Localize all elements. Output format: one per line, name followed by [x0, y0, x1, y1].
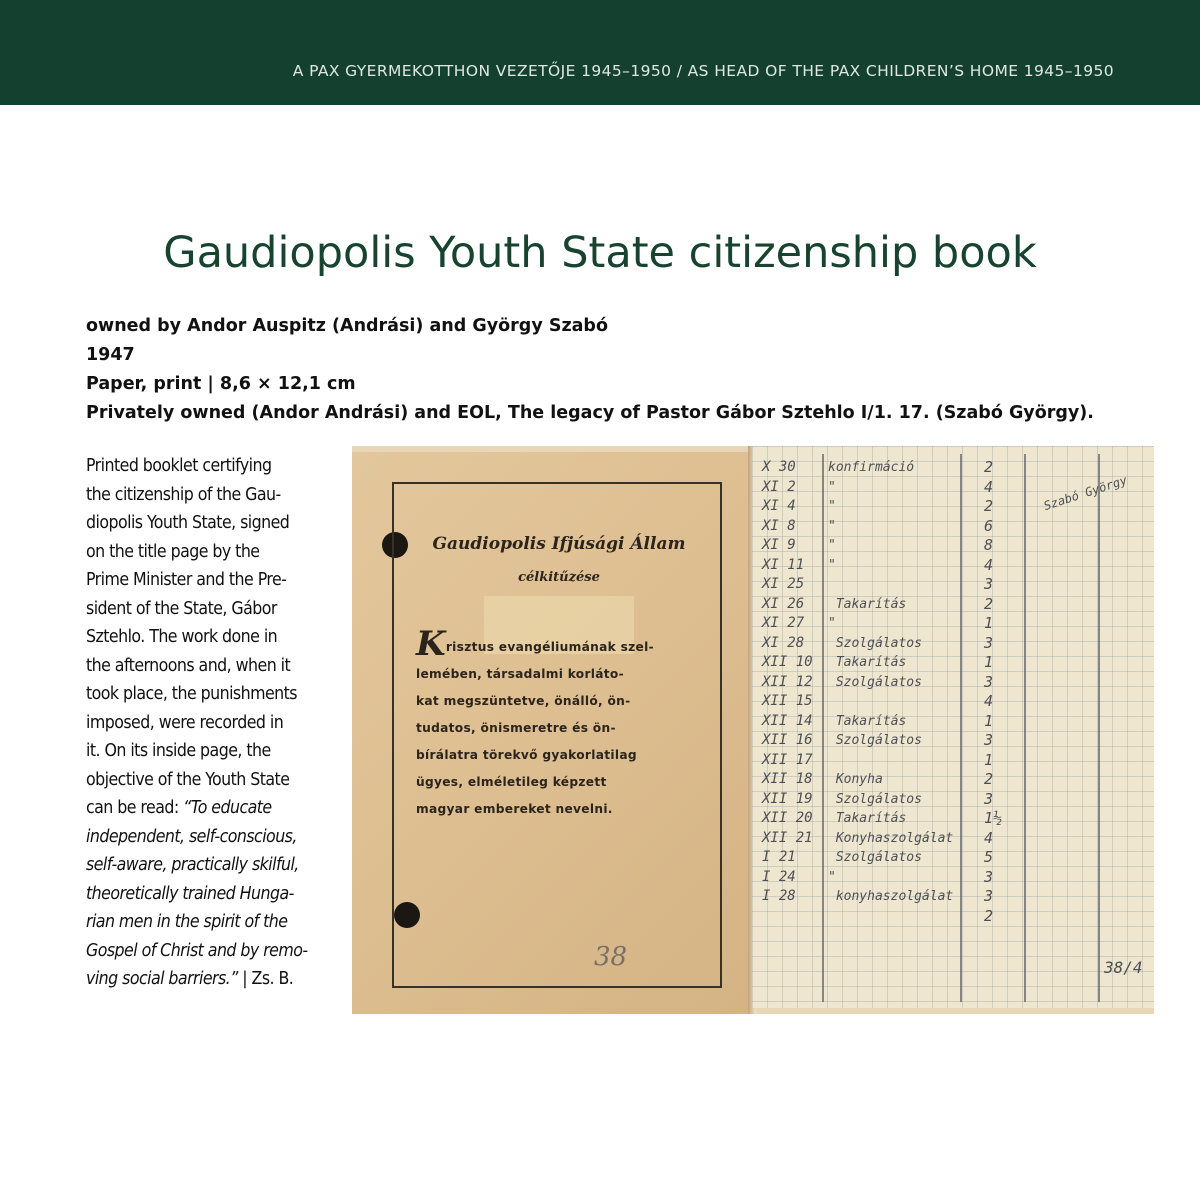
log-dates-text: X 30 XI 2 XI 4 XI 8 XI 9 XI 11 XI 25 XI 26 XI 27 XI 28 XII 10 XII 12 XII 15 XII 14 XII 16 XII 17 XII 18 XII 19 XII 20 XII 21 I 21 I 24 I 28: [762, 459, 813, 904]
quote-text: ving social barriers.”: [86, 969, 238, 989]
log-notes-text: konfirmáció " " " " " Takarítás " Szolgálatos Takarítás Szolgálatos Takarítás Szolgálatos Konyha Szolgálatos Takarítás Konyhaszolgálat Szolgálatos " konyhaszolgálat: [828, 460, 954, 904]
booklet-body-line: magyar embereket nevelni.: [416, 802, 613, 816]
desc-line-last: [86, 965, 346, 994]
running-head: A PAX GYERMEKOTTHON VEZETŐJE 1945–1950 / AS HEAD OF THE PAX CHILDREN’S HOME 1945–1950: [292, 62, 1114, 80]
desc-line: on the title page by the: [86, 541, 260, 562]
desc-line: it. On its inside page, the: [86, 741, 271, 761]
column-rule: [1098, 454, 1100, 1002]
booklet-body: [416, 624, 706, 823]
desc-line: took place, the punishments: [86, 684, 297, 704]
meta-owners: owned by Andor Auspitz (Andrási) and György Szabó: [86, 316, 608, 336]
booklet-photo: [352, 446, 1154, 1014]
quote-line: self-aware, practically skilful,: [86, 855, 299, 875]
log-notes: [828, 458, 953, 907]
desc-line: Prime Minister and the Pre-: [86, 570, 287, 590]
booklet-heading: Gaudiopolis Ifjúsági Állam: [432, 534, 686, 554]
column-rule: [822, 454, 824, 1002]
booklet-body-line: ügyes, elméletileg képzett: [416, 775, 607, 789]
header-bar: [0, 0, 1200, 105]
quote-line: Gospel of Christ and by remo-: [86, 940, 308, 961]
booklet-left-page: [352, 452, 752, 1014]
desc-line: Sztehlo. The work done in: [86, 627, 278, 647]
column-rule: [1024, 454, 1026, 1002]
booklet-body-line: kat megszüntetve, önálló, ön-: [416, 694, 631, 708]
desc-line: diopolis Youth State, signed: [86, 513, 290, 533]
meta-provenance: Privately owned (Andor Andrási) and EOL, The legacy of Pastor Gábor Sztehlo I/1. 17. (Szabó György).: [86, 403, 1094, 423]
drop-cap: K: [416, 624, 446, 664]
desc-line: the afternoons and, when it: [86, 655, 291, 676]
column-rule: [960, 454, 962, 1002]
object-metadata: [86, 312, 1126, 428]
desc-text: can be read:: [86, 798, 184, 818]
booklet-text: risztus evangéliumának szel-: [445, 640, 654, 654]
log-hours-text: 2 4 2 6 8 4 3 2 1 3 1 3 4 1 3 1 2 3 1½ 4 5 3 3 2: [984, 458, 1003, 925]
page-number: 38: [594, 942, 628, 972]
quote-text: “To educate: [183, 798, 272, 818]
booklet-log-page: [752, 446, 1154, 1008]
quote-line: independent, self-conscious,: [86, 826, 297, 847]
quote-line: theoretically trained Hunga-: [86, 883, 294, 904]
booklet-body-line: lemében, társadalmi korláto-: [416, 667, 624, 681]
booklet-body-line: [416, 624, 706, 664]
booklet-subheading: célkitűzése: [518, 570, 600, 585]
description-text: [86, 452, 346, 994]
booklet-body-line: bírálatra törekvő gyakorlatilag: [416, 748, 637, 762]
quote-line: rian men in the spirit of the: [86, 912, 288, 932]
log-dates: [762, 458, 813, 907]
page-code: 38/4: [1104, 958, 1143, 977]
booklet-body-line: tudatos, önismeretre és ön-: [416, 721, 616, 735]
meta-year: 1947: [86, 345, 135, 365]
booklet-frame: [392, 482, 722, 988]
handwritten-signature: Szabó György: [1041, 472, 1129, 514]
desc-line: imposed, were recorded in: [86, 712, 284, 733]
meta-material: Paper, print | 8,6 × 12,1 cm: [86, 374, 356, 394]
desc-line: the citizenship of the Gau-: [86, 484, 281, 505]
log-hours: [984, 458, 1002, 926]
desc-line: Printed booklet certifying: [86, 456, 272, 476]
desc-line: objective of the Youth State: [86, 769, 290, 790]
desc-line-quote-start: [86, 794, 346, 823]
page-title: Gaudiopolis Youth State citizenship book: [163, 228, 1037, 278]
desc-line: sident of the State, Gábor: [86, 598, 277, 619]
author-credit: | Zs. B.: [237, 969, 294, 989]
